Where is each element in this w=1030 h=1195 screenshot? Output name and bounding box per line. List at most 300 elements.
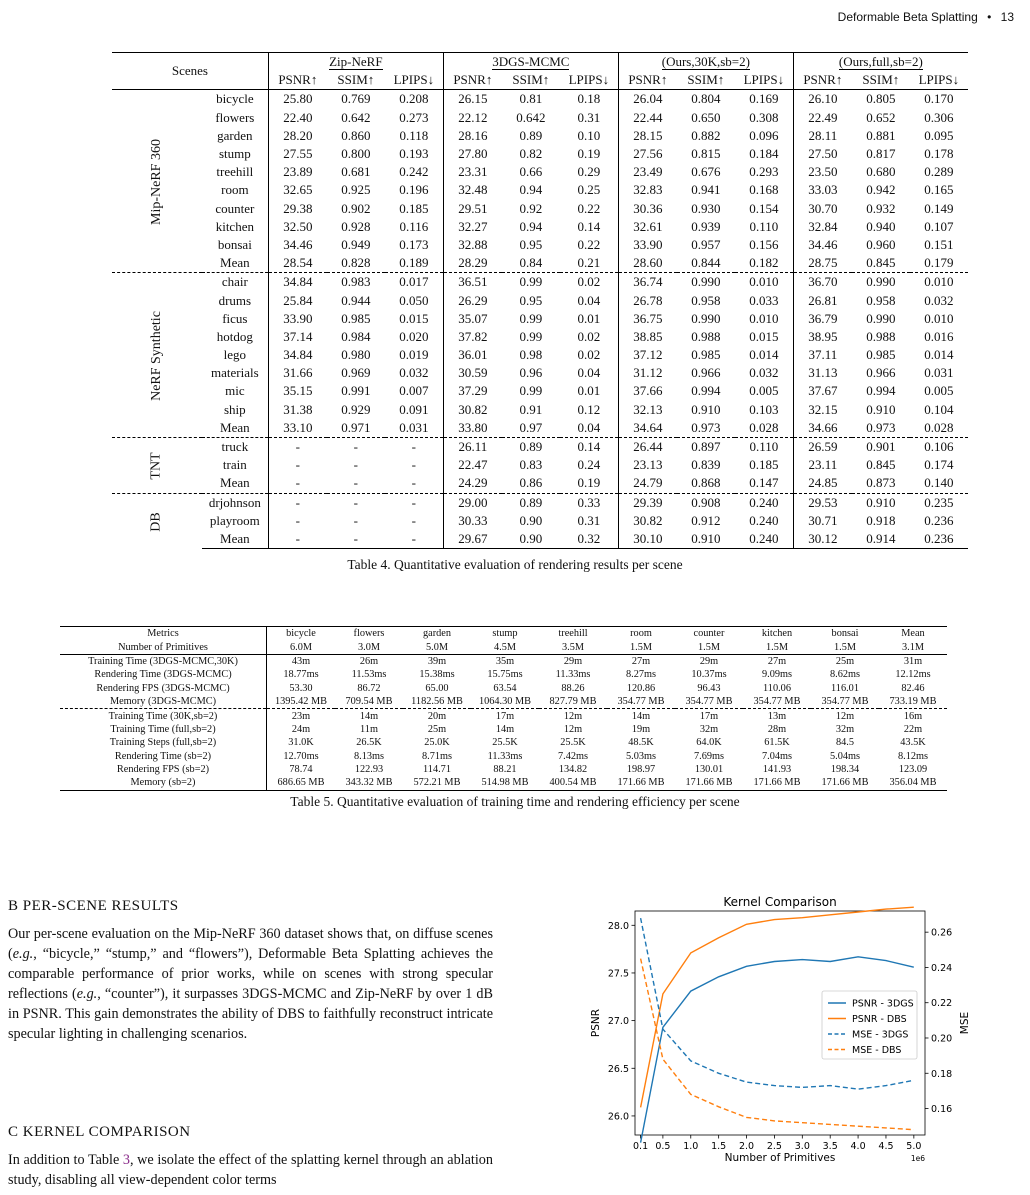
table-row (112, 254, 968, 273)
table-cell: 28.16 (443, 127, 502, 145)
table-cell: 82.46 (901, 682, 925, 694)
table-cell: 0.21 (577, 255, 601, 271)
table-cell: 28.54 (268, 254, 327, 273)
table-cell: 0.308 (749, 109, 779, 125)
table-cell: 27m (743, 654, 811, 668)
table-cell: 0.091 (399, 401, 429, 417)
column-header: bicycle (267, 627, 336, 641)
table-cell: 0.94 (519, 182, 543, 198)
table-row (112, 437, 968, 456)
table-cell: 0.99 (519, 383, 543, 399)
table-cell: 31.38 (268, 401, 327, 419)
table-cell: 0.01 (577, 383, 601, 399)
column-header: treehill (539, 627, 607, 641)
table-cell: 0.99 (502, 273, 560, 292)
table-cell: 0.185 (399, 200, 429, 216)
table-cell: 0.240 (749, 512, 779, 528)
table-cell: 0.89 (502, 437, 560, 456)
table-cell: 0.994 (866, 383, 896, 399)
table-cell: 0.02 (577, 328, 601, 344)
table-cell: 27.55 (268, 145, 327, 163)
table-row (60, 709, 947, 723)
table-cell: 22m (903, 723, 923, 735)
table-cell: 28.15 (618, 127, 677, 145)
column-header: garden (403, 627, 471, 641)
y-left-tick-label: 26.0 (607, 1111, 629, 1123)
table-cell: 0.990 (866, 310, 896, 326)
table-cell: 8.27ms (625, 669, 657, 681)
table-cell: 0.032 (399, 365, 429, 381)
table-cell: 0.95 (519, 292, 543, 308)
table-cell: 0.910 (677, 530, 735, 549)
table-cell: 32.15 (793, 401, 852, 419)
x-tick-label: 1.5 (711, 1141, 727, 1152)
table-cell: 0.868 (691, 475, 721, 491)
table-cell: 34.84 (268, 346, 327, 364)
table-cell: - (268, 474, 327, 493)
table-row (112, 218, 968, 236)
table-cell: 356.04 MB (879, 776, 947, 790)
table-cell: 0.941 (691, 182, 721, 198)
metric-name: Training Time (full,sb=2) (110, 723, 216, 735)
table-cell: 1.5M (743, 640, 811, 654)
table-cell: 15.38ms (419, 669, 455, 681)
table-cell: 1395.42 MB (267, 695, 336, 709)
table-cell: 24.79 (618, 474, 677, 493)
table-cell: 37.29 (443, 382, 502, 400)
table-cell: 116.01 (831, 682, 859, 694)
table-cell: 354.77 MB (685, 696, 733, 708)
table-row (60, 750, 947, 763)
table-cell: 3.1M (879, 640, 947, 654)
column-header: Mean (879, 627, 947, 641)
column-header: counter (675, 627, 743, 641)
legend-label: PSNR - 3DGS (852, 998, 914, 1010)
table-cell: 12m (539, 709, 607, 723)
table-row (112, 512, 968, 530)
table-cell: 0.804 (691, 91, 721, 107)
y-left-tick-label: 27.5 (607, 968, 629, 980)
table-cell: 0.118 (399, 127, 429, 143)
table-cell: 0.984 (341, 328, 371, 344)
x-tick-label: 0.5 (655, 1141, 671, 1152)
table-cell: 0.050 (399, 292, 429, 308)
table-row (112, 181, 968, 199)
table-row (112, 273, 968, 292)
table-cell: 65.00 (425, 682, 449, 694)
table-cell: 0.89 (502, 493, 560, 512)
table-5-caption: Table 5. Quantitative evaluation of training time and rendering efficiency per scene (290, 794, 740, 809)
table-cell: 30.33 (443, 512, 502, 530)
dataset-group-label (112, 273, 202, 438)
table-cell: 0.817 (866, 146, 896, 162)
table-cell: 28.75 (793, 254, 852, 273)
text-run: , we isolate the effect of the splatting kernel through an ablation study, disabling all view-dependent color terms (8, 1152, 493, 1188)
table-row (112, 200, 968, 218)
table-cell: 36.74 (618, 273, 677, 292)
table-cell: 17m (675, 709, 743, 723)
metric-header: PSNR↑ (443, 71, 502, 90)
table-cell: - (327, 493, 385, 512)
table-cell: 22.44 (618, 109, 677, 127)
table-cell: 26.78 (618, 291, 677, 309)
table-cell: 0.110 (749, 218, 779, 234)
metric-name: Training Time (3DGS-MCMC,30K) (60, 654, 267, 668)
table-cell: 0.969 (341, 365, 371, 381)
table-cell: 709.54 MB (345, 696, 393, 708)
table-cell: - (385, 437, 444, 456)
table-cell: 0.681 (341, 164, 371, 180)
table-cell: 171.66 MB (743, 776, 811, 790)
table-cell: 0.240 (735, 530, 794, 549)
table-cell: 171.66 MB (811, 776, 879, 790)
table-cell: 0.170 (924, 91, 954, 107)
table-cell: 0.680 (866, 164, 896, 180)
table-cell: 0.912 (691, 512, 721, 528)
scenes-header: Scenes (112, 53, 268, 90)
table-cell: 0.860 (341, 127, 371, 143)
table-cell: 27.80 (443, 145, 502, 163)
metric-header: SSIM↑ (852, 71, 910, 90)
dataset-group-label (112, 437, 202, 493)
table-cell: 0.106 (910, 437, 968, 456)
table-cell: 28m (767, 723, 787, 735)
table-cell: 24m (267, 723, 336, 736)
metric-name: Training Time (30K,sb=2) (60, 709, 267, 723)
table-cell: 0.25 (577, 182, 601, 198)
column-header: room (607, 627, 675, 641)
table-cell: 0.020 (399, 328, 429, 344)
dataset-group-label (112, 493, 202, 549)
table-cell: 30.82 (443, 401, 502, 419)
table-cell: 26.81 (793, 291, 852, 309)
table-cell: 8.62ms (829, 669, 861, 681)
table-cell: 0.882 (691, 127, 721, 143)
table-cell: 0.957 (691, 236, 721, 252)
table-cell: 29.38 (268, 200, 327, 218)
text-run: Our per-scene evaluation on the Mip-NeRF 360 dataset shows that, on diffuse scenes ( (8, 926, 493, 962)
table-cell: 400.54 MB (539, 776, 607, 790)
table-cell: 26.29 (443, 291, 502, 309)
table-cell: 354.77 MB (753, 696, 801, 708)
table-4 (112, 52, 968, 549)
table-cell: 84.5 (835, 737, 855, 749)
table-cell: 53.30 (267, 682, 336, 695)
scene-name: truck (202, 437, 269, 456)
table-cell: 11.53ms (351, 669, 387, 681)
table-cell: 7.69ms (693, 750, 725, 762)
column-header: kitchen (743, 627, 811, 641)
table-cell: 63.54 (493, 682, 517, 694)
table-cell: 0.24 (577, 457, 601, 473)
table-cell: 0.010 (735, 273, 794, 292)
metric-name: Rendering Time (3DGS-MCMC) (94, 669, 232, 681)
table-cell: 0.91 (519, 401, 543, 417)
table-cell: 12m (811, 709, 879, 723)
table-cell: 0.01 (577, 310, 601, 326)
table-cell: 0.95 (519, 236, 543, 252)
table-cell: 38.85 (618, 328, 677, 346)
table-cell: 0.140 (924, 475, 954, 491)
table-cell: 0.182 (749, 255, 779, 271)
table-cell: 29m (539, 654, 607, 668)
table-cell: 0.910 (866, 401, 896, 417)
table-cell: 0.839 (691, 457, 721, 473)
table-cell: 514.98 MB (471, 776, 539, 790)
table-cell: 0.19 (577, 475, 601, 491)
table-cell: 3.5M (539, 640, 607, 654)
table-cell: 110.06 (763, 682, 791, 694)
table-cell: 17m (471, 709, 539, 723)
table-row (112, 127, 968, 145)
table-cell: 0.096 (749, 127, 779, 143)
table-cell: 0.676 (691, 164, 721, 180)
column-header: flowers (335, 627, 403, 641)
table-cell: 0.910 (852, 493, 910, 512)
table-cell: 12m (563, 723, 583, 735)
table-cell: 64.0K (696, 737, 722, 749)
table-cell: 14m (607, 709, 675, 723)
method-header: 3DGS-MCMC (492, 54, 570, 70)
table-cell: 25.0K (424, 737, 450, 749)
table-cell: 33.90 (268, 310, 327, 328)
table-cell: 26.15 (443, 90, 502, 109)
table-cell: 8.13ms (353, 750, 385, 762)
table-cell: 4.5M (471, 640, 539, 654)
table-cell: 0.29 (577, 164, 601, 180)
table-cell: 0.240 (735, 493, 794, 512)
table-cell: 0.983 (327, 273, 385, 292)
table-cell: 0.897 (677, 437, 735, 456)
y-right-tick-label: 0.18 (931, 1068, 953, 1080)
table-row (112, 310, 968, 328)
table-cell: 0.769 (341, 91, 371, 107)
scene-name: train (222, 457, 247, 473)
table-row (60, 654, 947, 668)
table-row (112, 109, 968, 127)
table-cell: 0.844 (691, 255, 721, 271)
scene-name: treehill (216, 164, 254, 180)
header-separator: • (987, 10, 992, 24)
table-cell: 0.994 (691, 383, 721, 399)
table-row (112, 364, 968, 382)
legend-label: MSE - 3DGS (852, 1029, 909, 1041)
table-cell: 30.59 (443, 364, 502, 382)
table-cell: 32.50 (268, 218, 327, 236)
metric-name: Rendering FPS (3DGS-MCMC) (96, 682, 230, 694)
scene-name: ship (224, 401, 246, 417)
table-cell: 0.116 (399, 218, 429, 234)
table-cell: 0.942 (866, 182, 896, 198)
x-tick-label: 5.0 (906, 1141, 922, 1152)
metric-header: SSIM↑ (502, 71, 560, 90)
table-cell: 0.642 (516, 109, 546, 125)
table-cell: 198.34 (830, 764, 860, 776)
table-row (112, 236, 968, 254)
legend-label: MSE - DBS (852, 1045, 902, 1056)
table-reference-link[interactable]: 3 (122, 1152, 130, 1168)
table-cell: 6.0M (267, 640, 336, 654)
table-cell: 34.46 (793, 236, 852, 254)
metric-header: SSIM↑ (327, 71, 385, 90)
table-row (112, 401, 968, 419)
table-cell: 25.5K (560, 737, 586, 749)
table-cell: 22.40 (268, 109, 327, 127)
table-cell: 0.66 (519, 164, 543, 180)
table-cell: 78.74 (267, 763, 336, 776)
table-cell: 29.67 (443, 530, 502, 549)
table-cell: 0.103 (749, 401, 779, 417)
table-cell: 0.04 (577, 292, 601, 308)
y-right-tick-label: 0.20 (931, 1033, 953, 1045)
table-cell: 0.165 (924, 182, 954, 198)
table-cell: 354.77 MB (821, 696, 869, 708)
table-cell: 0.99 (519, 328, 543, 344)
table-cell: 0.028 (924, 419, 954, 435)
table-cell: 572.21 MB (403, 776, 471, 790)
dataset-name: DB (148, 511, 164, 532)
table-cell: 0.815 (691, 146, 721, 162)
scene-name: garden (217, 127, 253, 143)
table-cell: 28.29 (443, 254, 502, 273)
table-cell: 1.5M (811, 640, 879, 654)
metric-header: PSNR↑ (618, 71, 677, 90)
table-cell: 0.032 (749, 365, 779, 381)
table-cell: 22.47 (443, 456, 502, 474)
table-cell: 29.39 (618, 493, 677, 512)
table-cell: 20m (403, 709, 471, 723)
table-cell: 37.11 (793, 346, 852, 364)
x-tick-label: 1.0 (683, 1141, 699, 1152)
table-row (60, 723, 947, 736)
table-cell: 0.92 (519, 200, 543, 216)
table-cell: 1182.56 MB (411, 696, 463, 708)
metric-name: Rendering Time (sb=2) (114, 750, 212, 762)
table-cell: 26.11 (443, 437, 502, 456)
table-cell: 0.22 (577, 236, 601, 252)
table-cell: 0.007 (399, 383, 429, 399)
x-tick-label: 0.1 (633, 1141, 649, 1152)
table-cell: 0.958 (866, 292, 896, 308)
table-cell: 0.98 (519, 347, 543, 363)
table-cell: 0.031 (924, 365, 954, 381)
table-cell: 0.017 (385, 273, 444, 292)
table-cell: - (268, 493, 327, 512)
table-cell: 0.151 (924, 236, 954, 252)
table-cell: 88.21 (493, 764, 517, 776)
table-cell: 827.79 MB (549, 696, 597, 708)
table-cell: 0.02 (560, 273, 619, 292)
table-cell: 0.908 (677, 493, 735, 512)
table-cell: 0.10 (577, 127, 601, 143)
table-cell: 0.939 (691, 218, 721, 234)
table-cell: 0.966 (866, 365, 896, 381)
table-cell: 0.173 (399, 236, 429, 252)
y-left-tick-label: 26.5 (607, 1063, 629, 1075)
scene-name: playroom (209, 512, 260, 528)
table-cell: 0.873 (866, 475, 896, 491)
table-cell: 0.015 (399, 310, 429, 326)
table-cell: 32.83 (618, 181, 677, 199)
table-cell: 0.97 (519, 419, 543, 435)
table-cell: 15.75ms (487, 669, 523, 681)
metric-name: Memory (sb=2) (60, 776, 267, 790)
table-cell: 19m (631, 723, 651, 735)
table-cell: 0.31 (577, 109, 601, 125)
table-row (112, 474, 968, 493)
table-cell: 0.991 (341, 383, 371, 399)
table-cell: 43.5K (900, 737, 926, 749)
table-cell: 0.032 (924, 292, 954, 308)
scene-name: chair (202, 273, 269, 292)
table-cell: 30.71 (793, 512, 852, 530)
table-cell: 28.11 (793, 127, 852, 145)
table-cell: 24.29 (443, 474, 502, 493)
table-cell: 29.53 (793, 493, 852, 512)
x-tick-label: 3.0 (794, 1141, 810, 1152)
table-cell: 34.66 (793, 419, 852, 438)
table-cell: 37.12 (618, 346, 677, 364)
table-cell: 34.64 (618, 419, 677, 438)
table-row (60, 668, 947, 681)
table-cell: 0.985 (866, 347, 896, 363)
metric-name: Training Steps (full,sb=2) (109, 737, 217, 749)
table-cell: 12.70ms (267, 750, 336, 763)
table-cell: 86.72 (357, 682, 381, 694)
table-cell: - (411, 512, 417, 528)
table-cell: 7.04ms (761, 750, 793, 762)
table-cell: 25m (427, 723, 447, 735)
x-tick-label: 4.5 (878, 1141, 894, 1152)
table-cell: 22.12 (443, 109, 502, 127)
table-cell: 354.77 MB (617, 696, 665, 708)
table-cell: 0.22 (577, 200, 601, 216)
table-cell: 0.845 (866, 457, 896, 473)
method-header: (Ours,full,sb=2) (838, 54, 923, 70)
table-cell: 0.149 (924, 200, 954, 216)
scene-name: counter (215, 200, 255, 216)
y-left-tick-label: 27.0 (607, 1016, 629, 1028)
table-cell: 23.49 (618, 163, 677, 181)
table-cell: 0.33 (560, 493, 619, 512)
table-cell: 0.033 (749, 292, 779, 308)
table-cell: 8.12ms (897, 750, 929, 762)
table-cell: 25.5K (492, 737, 518, 749)
table-cell: 134.82 (558, 764, 588, 776)
table-cell: 0.650 (691, 109, 721, 125)
scene-name: kitchen (215, 218, 254, 234)
column-header: bonsai (811, 627, 879, 641)
table-cell: 35m (471, 654, 539, 668)
section-b-heading: B PER-SCENE RESULTS (8, 898, 179, 914)
table-cell: 0.83 (519, 457, 543, 473)
table-cell: 0.89 (519, 127, 543, 143)
scene-name: ficus (222, 310, 248, 326)
table-cell: 0.147 (749, 475, 779, 491)
table-cell: 26.59 (793, 437, 852, 456)
table-cell: 32.61 (618, 218, 677, 236)
x-axis-exponent: 1e6 (910, 1154, 925, 1163)
table-cell: 0.90 (502, 530, 560, 549)
scene-name: Mean (220, 419, 250, 435)
table-cell: 10.37ms (691, 669, 727, 681)
table-cell: 0.914 (852, 530, 910, 549)
chart-title: Kernel Comparison (723, 895, 837, 909)
scene-name: bonsai (217, 236, 252, 252)
metric-header: LPIPS↓ (385, 71, 444, 90)
table-cell: 35.07 (443, 310, 502, 328)
table-cell: 0.178 (924, 146, 954, 162)
